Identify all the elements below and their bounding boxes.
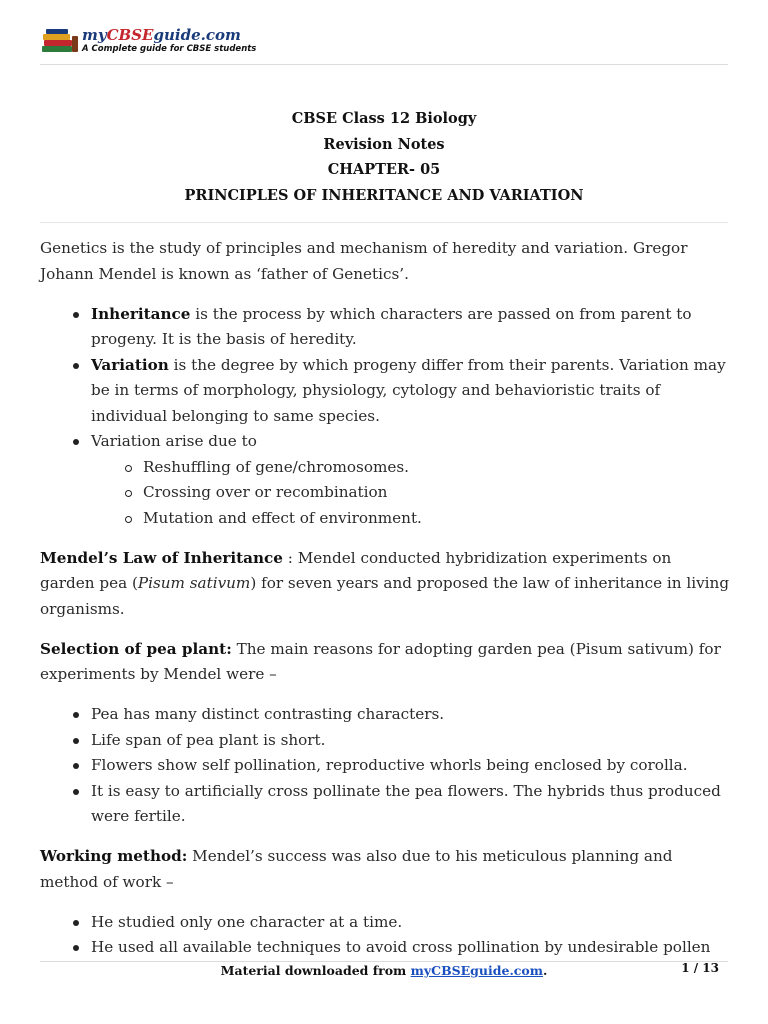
working-method-list: [40, 910, 730, 961]
page-header: [40, 24, 728, 65]
document-title: [40, 106, 728, 208]
mendel-law-paragraph: Mendel’s Law of Inheritance : Mendel conducted hybridization experiments on garden pea (Pisum sativum) for seven years and proposed the law of inheritance in living organisms.: [40, 548, 730, 618]
logo-tagline: A Complete guide for CBSE students: [82, 44, 257, 55]
title-chapter: CHAPTER- 05: [327, 161, 441, 178]
list-item: Life span of pea plant is short.: [91, 728, 730, 754]
page-number: 1 / 13: [681, 961, 719, 975]
books-logo-icon: [40, 26, 80, 56]
title-chapter-name: PRINCIPLES OF INHERITANCE AND VARIATION: [184, 186, 584, 204]
list-item: He studied only one character at a time.: [91, 910, 730, 936]
inheritance-list: [40, 302, 730, 532]
title-divider: [40, 222, 728, 223]
intro-paragraph: Genetics is the study of principles and mechanism of heredity and variation. Gregor Johann Mendel is known as ‘father of Genetics’.: [40, 239, 688, 283]
title-subject: CBSE Class 12 Biology: [291, 110, 477, 127]
list-item: Reshuffling of gene/chromosomes.: [143, 455, 730, 481]
working-method-paragraph: Working method: Mendel’s success was also due to his meticulous planning and method of work –: [40, 847, 673, 891]
footer-divider: [40, 961, 728, 962]
list-item: Mutation and effect of environment.: [143, 506, 730, 532]
list-item: Pea has many distinct contrasting characters.: [91, 702, 730, 728]
list-item: Flowers show self pollination, reproductive whorls being enclosed by corolla.: [91, 753, 730, 779]
site-logo[interactable]: [40, 26, 256, 56]
list-item: He used all available techniques to avoid cross pollination by undesirable pollen: [91, 935, 730, 961]
list-item: Crossing over or recombination: [143, 480, 730, 506]
list-item: Inheritance is the process by which characters are passed on from parent to progeny. It is the basis of heredity.: [91, 302, 730, 353]
list-item: Variation arise due to Reshuffling of gene/chromosomes. Crossing over or recombination Mutation and effect of environment.: [91, 429, 730, 531]
list-item: It is easy to artificially cross pollinate the pea flowers. The hybrids thus produced were fertile.: [91, 779, 730, 830]
title-notes: Revision Notes: [323, 135, 445, 153]
selection-paragraph: Selection of pea plant: The main reasons for adopting garden pea (Pisum sativum) for experiments by Mendel were –: [40, 639, 721, 683]
logo-name: myCBSEguide.com: [82, 26, 241, 45]
variation-causes-list: [91, 455, 730, 532]
selection-list: [40, 702, 730, 830]
page-footer: Material downloaded from myCBSEguide.com.: [220, 963, 548, 978]
footer-site-link[interactable]: myCBSEguide.com: [410, 963, 543, 978]
list-item: Variation is the degree by which progeny differ from their parents. Variation may be in terms of morphology, physiology, cytology and behavioristic traits of individual belonging to same species.: [91, 353, 730, 430]
document-body: [40, 236, 730, 975]
